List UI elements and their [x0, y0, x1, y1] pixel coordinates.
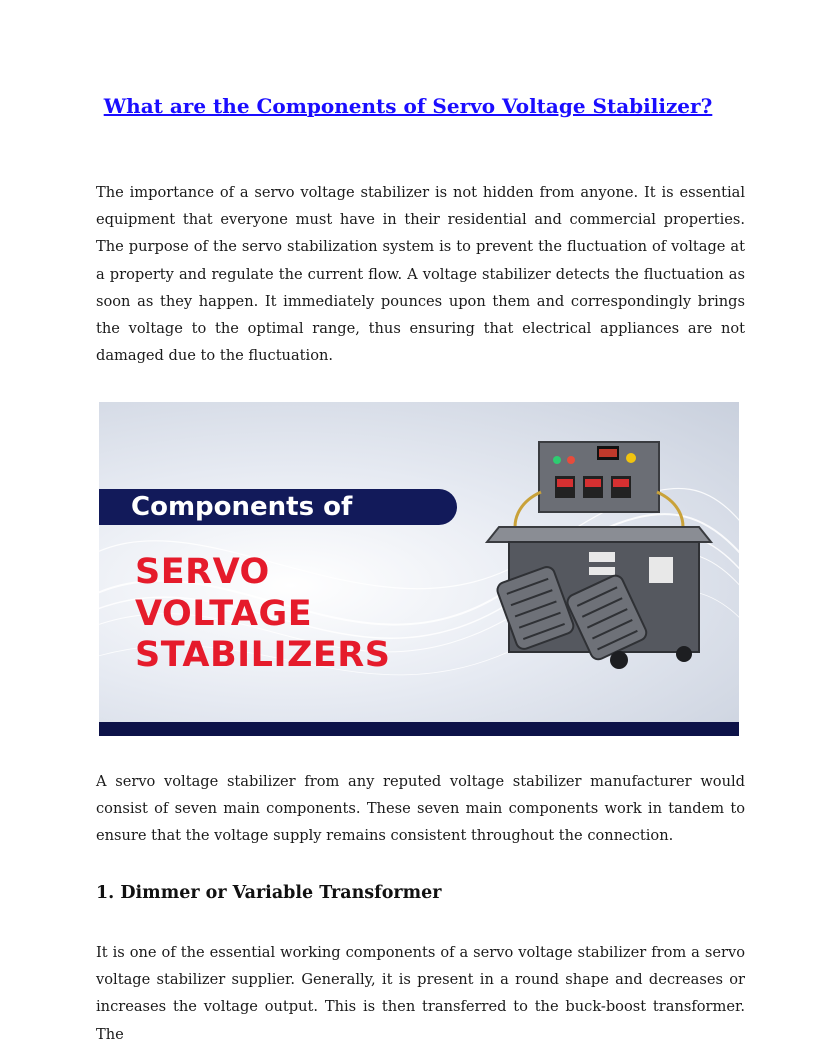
banner-headline-line-2: VOLTAGE [135, 594, 313, 634]
components-intro-paragraph: A servo voltage stabilizer from any reputed voltage stabilizer manufacturer would consist of seven main components. These seven main components work in tandem to ensure that the voltage supply remains consistent throughout the connection. [96, 773, 745, 845]
banner-pill [99, 489, 457, 525]
banner-image [99, 402, 739, 736]
intro-paragraph: The importance of a servo voltage stabilizer is not hidden from anyone. It is essential equipment that everyone must have in their residential and commercial properties. The purpose of the servo stabilization system is to prevent the fluctuation of voltage at a property and regulate the current flow. A voltage stabilizer detects the fluctuation as soon as they happen. It immediately pounces upon them and correspondingly brings the voltage to the optimal range, thus ensuring that electrical appliances are not damaged due to the fluctuation. [96, 184, 745, 365]
banner-headline-line-1: SERVO [135, 552, 270, 592]
banner-headline-line-3: STABILIZERS [135, 635, 391, 675]
page-title[interactable]: What are the Components of Servo Voltage Stabilizer? [103, 94, 713, 118]
servo-stabilizer-machine-illustration [479, 432, 719, 672]
banner-pill-text: Components of [131, 492, 353, 522]
banner-bottom-bar [99, 722, 739, 736]
dimmer-paragraph: It is one of the essential working components of a servo voltage stabilizer from a servo voltage stabilizer supplier. Generally, it is present in a round shape and decreases or increases the voltage output. This is then transferred to the buck-boost transformer. The [96, 944, 745, 1043]
section-heading-dimmer: 1. Dimmer or Variable Transformer [96, 883, 442, 903]
